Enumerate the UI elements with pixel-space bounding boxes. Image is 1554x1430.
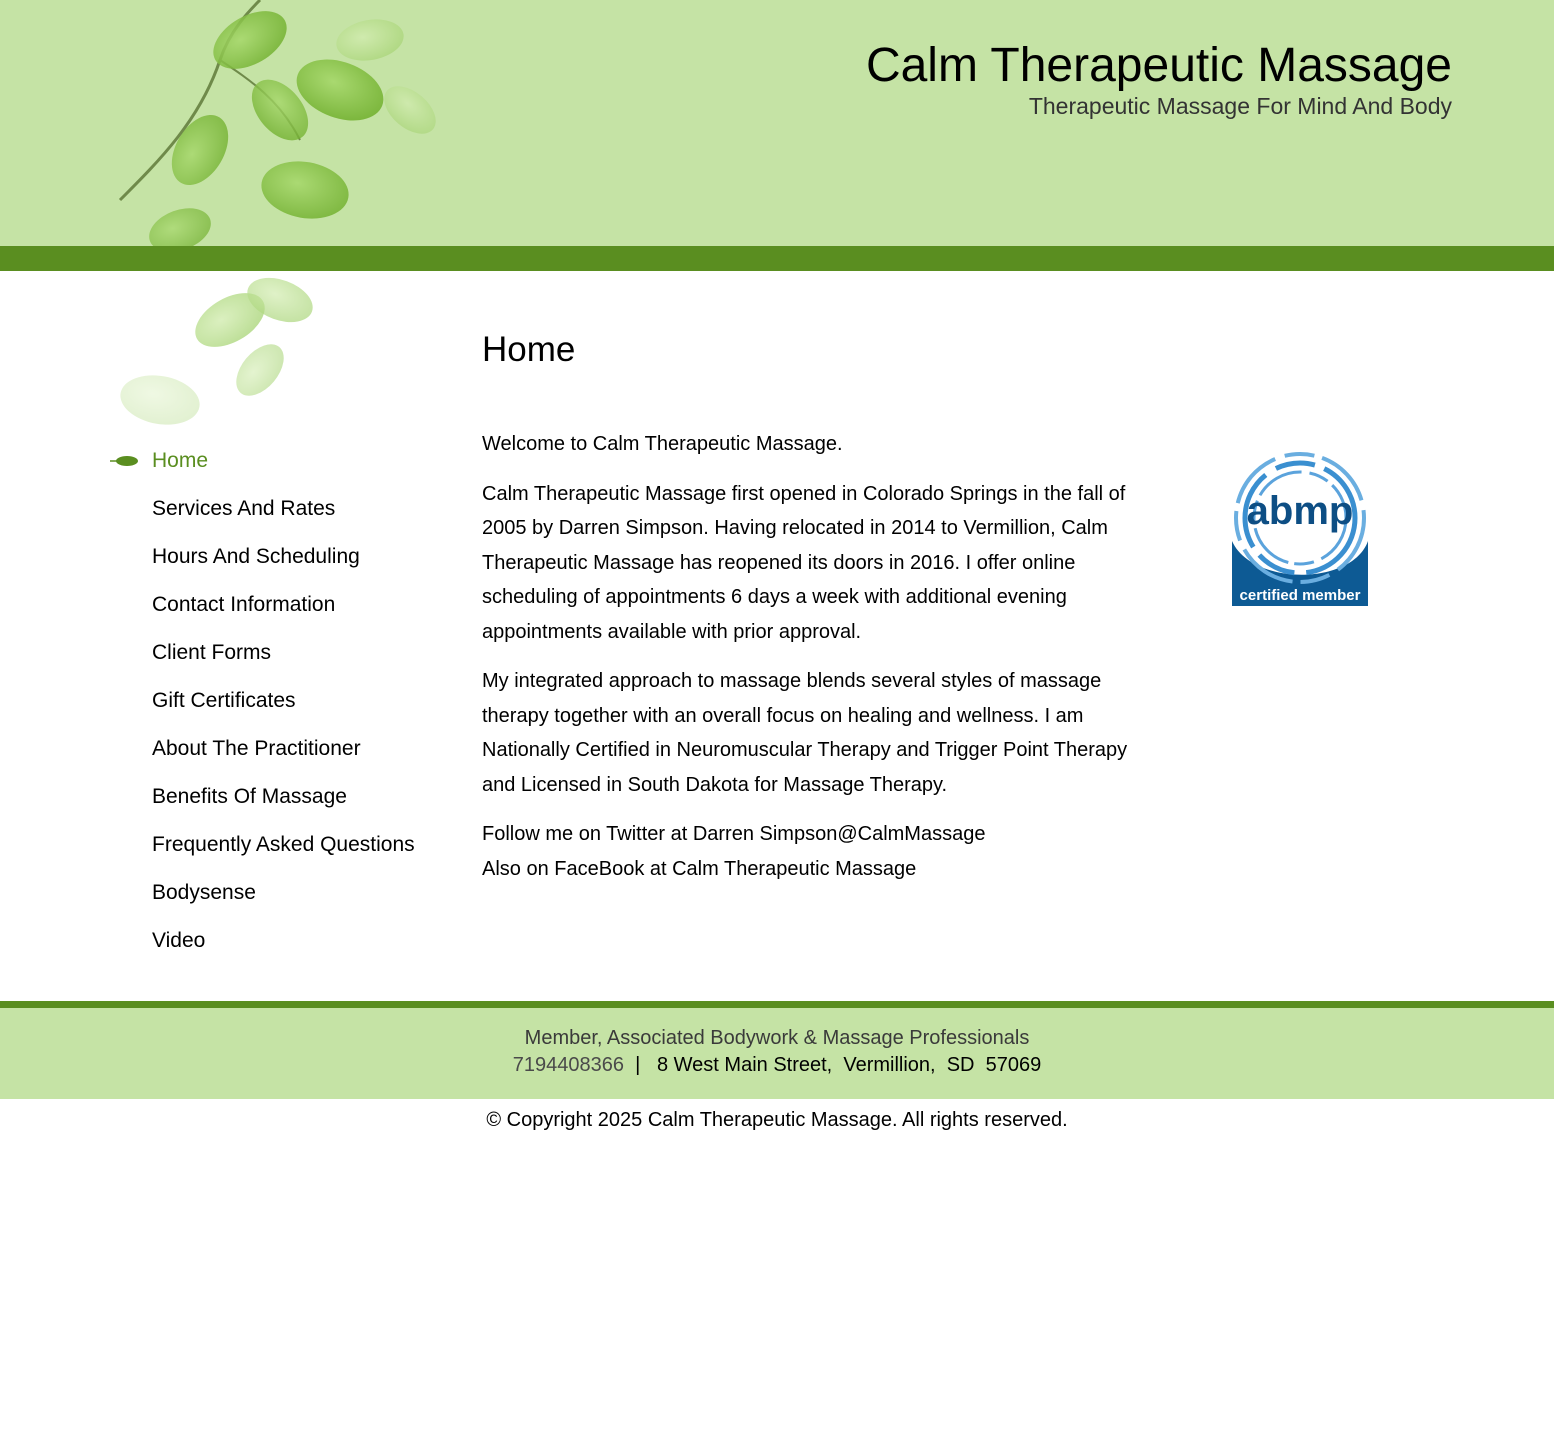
abmp-badge[interactable]	[1232, 446, 1368, 606]
nav-item-label: Client Forms	[152, 641, 272, 664]
page-title: Home	[482, 330, 576, 369]
social-paragraph	[482, 817, 1132, 886]
sidebar-nav	[110, 448, 440, 976]
leaf-bullet-icon	[110, 453, 140, 469]
badge-logo-text: abmp	[1246, 489, 1354, 533]
footer-membership: Member, Associated Bodywork & Massage Professionals	[524, 1027, 1030, 1049]
nav-item-label: Home	[152, 449, 209, 472]
approach-paragraph: My integrated approach to massage blends several styles of massage therapy together with an overall focus on healing and wellness. I am Nationally Certified in Neuromuscular Therapy and Trigger Point Therapy and Licensed in South Dakota for Massage Therapy.	[482, 670, 1128, 796]
nav-item-gift-certificates[interactable]	[110, 688, 440, 736]
header-accent-bar	[0, 246, 1554, 271]
site-tagline: Therapeutic Massage For Mind And Body	[1028, 93, 1452, 119]
nav-item-faq[interactable]	[110, 832, 440, 880]
nav-item-label: Bodysense	[152, 881, 256, 904]
footer-separator: |	[635, 1054, 641, 1076]
footer-phone[interactable]: 7194408366	[512, 1054, 624, 1076]
nav-item-video[interactable]	[110, 928, 440, 976]
nav-item-about-the-practitioner[interactable]	[110, 736, 440, 784]
nav-item-label: Hours And Scheduling	[152, 545, 360, 568]
nav-item-label: Frequently Asked Questions	[152, 833, 415, 856]
site-title[interactable]: Calm Therapeutic Massage	[865, 39, 1452, 92]
site-footer	[0, 1008, 1554, 1099]
content-body	[482, 427, 1132, 886]
history-paragraph: Calm Therapeutic Massage first opened in Colorado Springs in the fall of 2005 by Darren Simpson. Having relocated in 2014 to Vermillion, Calm Therapeutic Massage has reopened its doors in 2016. I offer online scheduling of appointments 6 days a week with additional evening appointments available with prior approval.	[482, 482, 1126, 643]
nav-item-client-forms[interactable]	[110, 640, 440, 688]
nav-item-label: Video	[152, 929, 206, 952]
nav-item-benefits-of-massage[interactable]	[110, 784, 440, 832]
leaves-decoration-icon	[100, 0, 470, 440]
badge-caption: certified member	[1239, 587, 1361, 604]
nav-item-label: About The Practitioner	[152, 737, 361, 760]
footer-accent-bar	[0, 1001, 1554, 1008]
nav-item-label: Contact Information	[152, 593, 336, 616]
nav-item-hours-and-scheduling[interactable]	[110, 544, 440, 592]
nav-item-label: Services And Rates	[152, 497, 336, 520]
copyright: © Copyright 2025 Calm Therapeutic Massage. All rights reserved.	[486, 1109, 1068, 1131]
footer-address: 8 West Main Street, Vermillion, SD 57069	[656, 1054, 1042, 1076]
nav-item-contact-information[interactable]	[110, 592, 440, 640]
nav-item-label: Gift Certificates	[152, 689, 296, 712]
nav-item-home[interactable]	[110, 448, 440, 496]
abmp-logo-icon	[1232, 446, 1368, 606]
facebook-follow-text: Also on FaceBook at Calm Therapeutic Massage	[482, 857, 917, 880]
footer-contact	[0, 1054, 1554, 1077]
nav-item-label: Benefits Of Massage	[152, 785, 347, 808]
welcome-paragraph: Welcome to Calm Therapeutic Massage.	[482, 433, 843, 455]
main-content	[482, 330, 1132, 880]
nav-item-services-and-rates[interactable]	[110, 496, 440, 544]
nav-item-bodysense[interactable]	[110, 880, 440, 928]
twitter-follow-text: Follow me on Twitter at Darren Simpson@CalmMassage	[482, 823, 986, 845]
